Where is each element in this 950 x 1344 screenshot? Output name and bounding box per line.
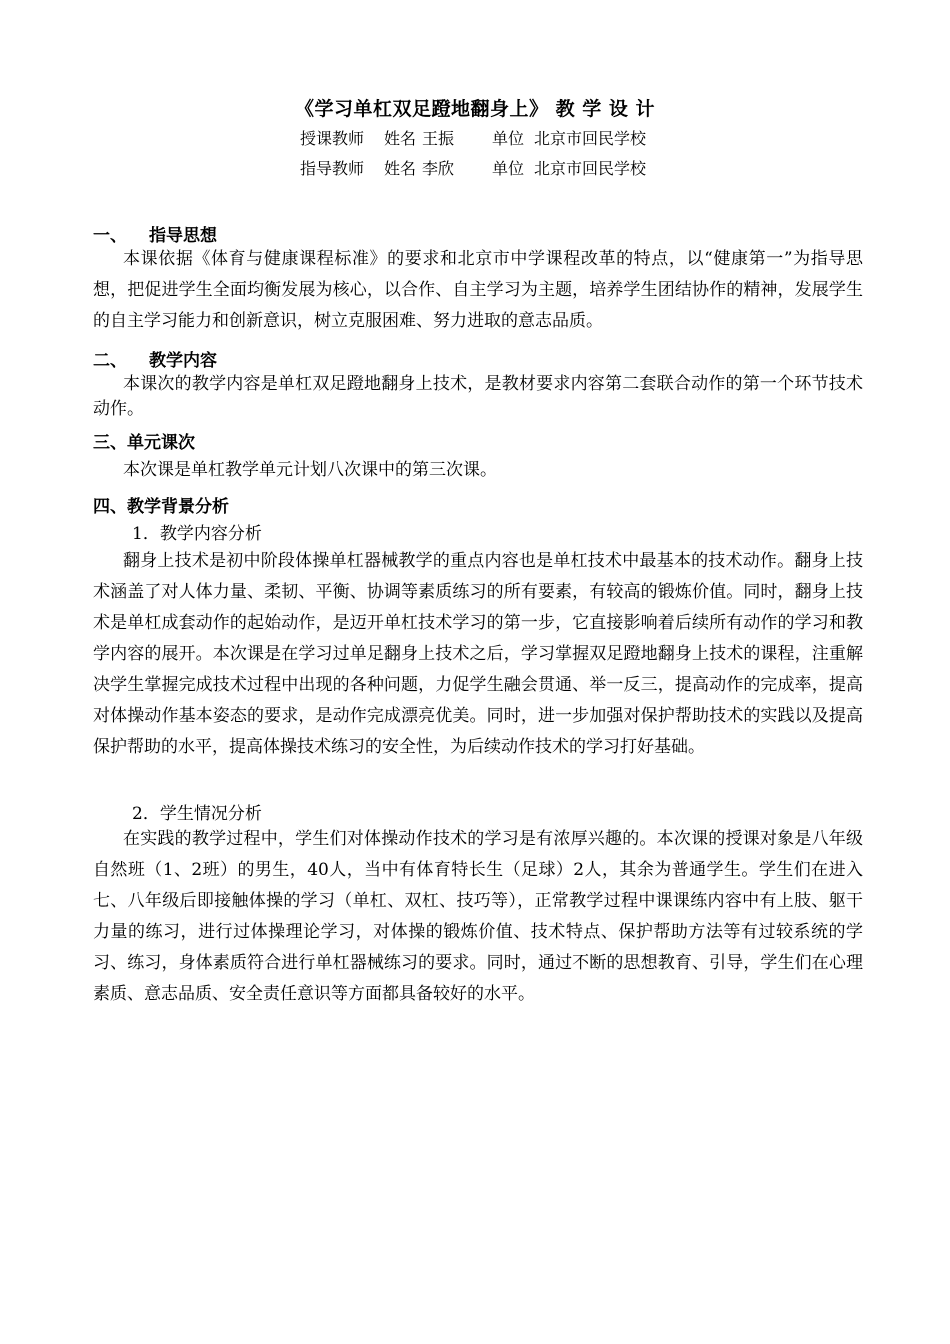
section-number: 二、 [93, 351, 127, 371]
name-label: 姓名 [384, 129, 417, 148]
subsection-label-content-analysis: 1．教学内容分析 [132, 524, 262, 544]
teacher-name: 王振 [422, 129, 455, 148]
section-heading-teaching-content [93, 346, 217, 371]
section-title: 教学背景分析 [127, 497, 229, 517]
subsection-paragraph: 翻身上技术是初中阶段体操单杠器械教学的重点内容也是单杠技术中最基本的技术动作。翻身上技术涵盖了对人体力量、柔韧、平衡、协调等素质练习的所有要素，有较高的锻炼价值。同时，翻身上技术是单杠成套动作的起始动作，是迈开单杠技术学习的第一步，它直接影响着后续所有动作的学习和教学内容的展开。本次课是在学习过单足翻身上技术之后，学习掌握双足蹬地翻身上技术的课程，注重解决学生掌握完成技术过程中出现的各种问题，力促学生融会贯通、举一反三，提高动作的完成率，提高对体操动作基本姿态的要求，是动作完成漂亮优美。同时，进一步加强对保护帮助技术的实践以及提高保护帮助的水平，提高体操技术练习的安全性，为后续动作技术的学习打好基础。 [93, 551, 863, 757]
advisor-role: 指导教师 [300, 159, 365, 178]
section-paragraph: 本次课是单杠教学单元计划八次课中的第三次课。 [123, 460, 497, 480]
advisor-name: 李欣 [422, 159, 455, 178]
section-heading-unit-lesson [93, 428, 195, 453]
section-paragraph: 本课次的教学内容是单杠双足蹬地翻身上技术，是教材要求内容第二套联合动作的第一个环节技术动作。 [93, 374, 863, 419]
advisor-unit: 北京市回民学校 [534, 159, 647, 178]
teacher-info-line [300, 126, 646, 149]
section-heading-background-analysis [93, 492, 229, 517]
name-label: 姓名 [384, 159, 417, 178]
section-title: 单元课次 [127, 433, 195, 453]
unit-label: 单位 [492, 129, 525, 148]
section-heading-guiding-ideology [93, 221, 217, 246]
section-number: 一、 [93, 226, 127, 246]
advisor-info-line [300, 156, 646, 179]
section-title: 教学内容 [149, 351, 217, 371]
teacher-unit: 北京市回民学校 [534, 129, 647, 148]
section-number: 四、 [93, 497, 127, 517]
subsection-paragraph: 在实践的教学过程中，学生们对体操动作技术的学习是有浓厚兴趣的。本次课的授课对象是八年级自然班（1、2班）的男生，40人，当中有体育特长生（足球）2人，其余为普通学生。学生们在进入七、八年级后即接触体操的学习（单杠、双杠、技巧等），正常教学过程中课课练内容中有上肢、躯干力量的练习，进行过体操理论学习，对体操的锻炼价值、技术特点、保护帮助方法等有过较系统的学习、练习，身体素质符合进行单杠器械练习的要求。同时，通过不断的思想教育、引导，学生们在心理素质、意志品质、安全责任意识等方面都具备较好的水平。 [93, 829, 863, 1004]
document-title: 《学习单杠双足蹬地翻身上》 教 学 设 计 [295, 98, 655, 120]
section-number: 三、 [93, 433, 127, 453]
unit-label: 单位 [492, 159, 525, 178]
subsection-label-student-analysis: 2．学生情况分析 [132, 804, 262, 824]
teacher-role: 授课教师 [300, 129, 365, 148]
section-paragraph: 本课依据《体育与健康课程标准》的要求和北京市中学课程改革的特点，以“健康第一”为指导思想，把促进学生全面均衡发展为核心，以合作、自主学习为主题，培养学生团结协作的精神，发展学生的自主学习能力和创新意识，树立克服困难、努力进取的意志品质。 [93, 249, 863, 331]
section-title: 指导思想 [149, 226, 217, 246]
